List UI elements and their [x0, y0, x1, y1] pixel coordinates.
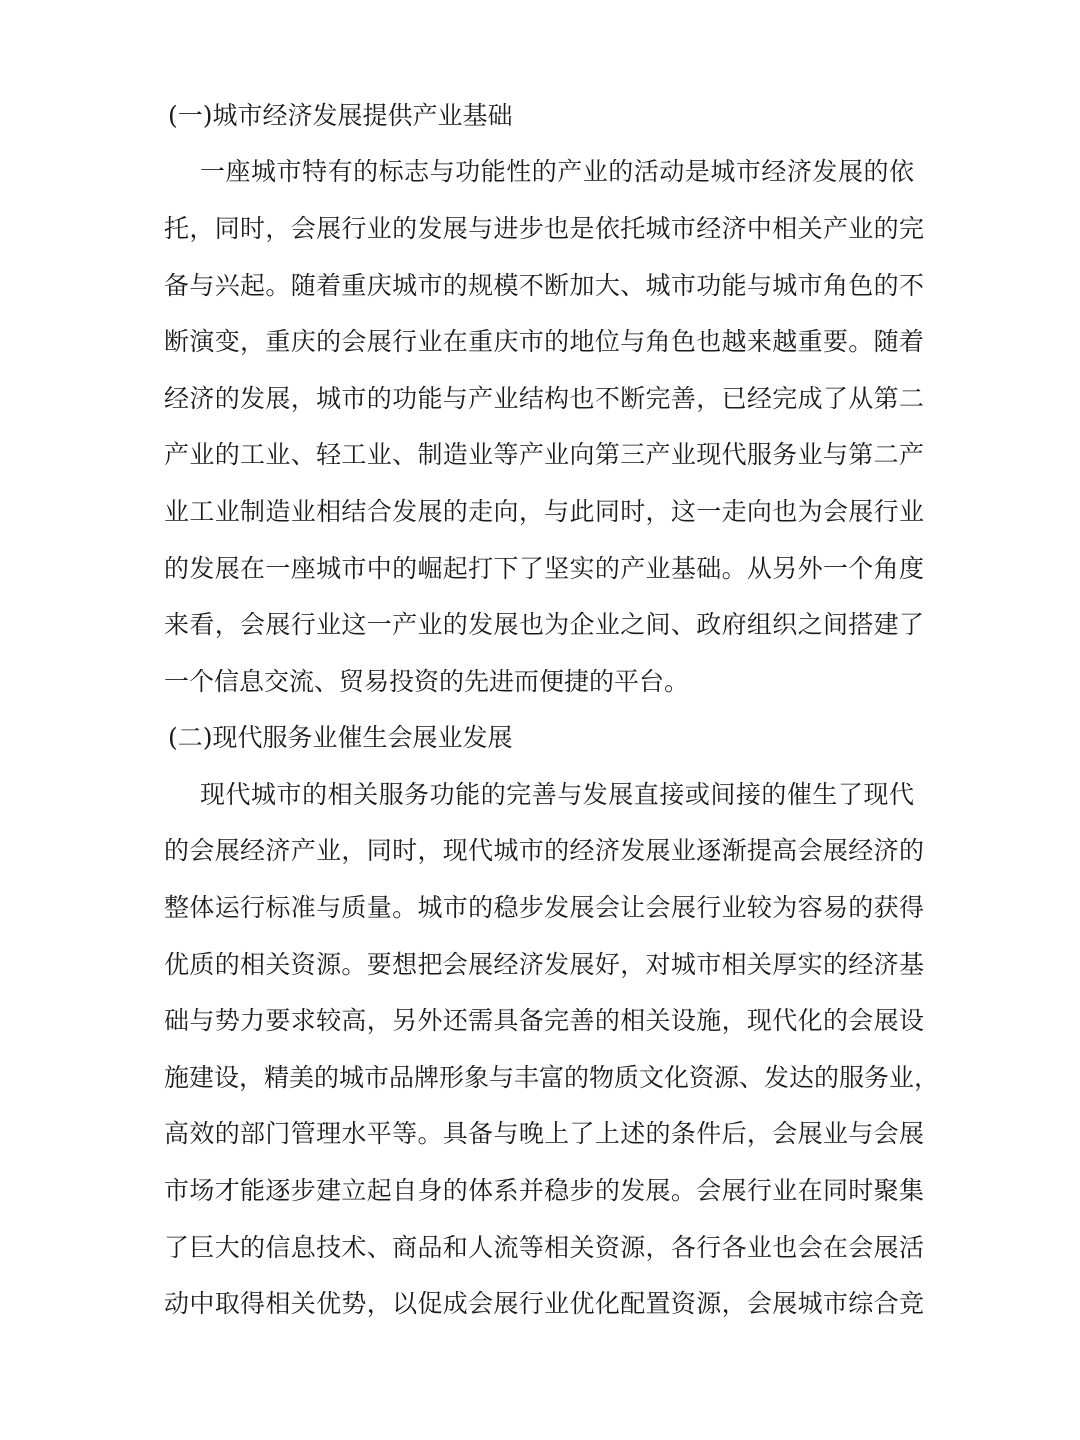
paragraph-line: 动中取得相关优势，以促成会展行业优化配置资源，会展城市综合竞 [164, 1289, 924, 1318]
paragraph-line: 托，同时，会展行业的发展与进步也是依托城市经济中相关产业的完 [164, 214, 924, 243]
paragraph-line: 高效的部门管理水平等。具备与晚上了上述的条件后，会展业与会展 [164, 1119, 924, 1148]
paragraph-line: 优质的相关资源。要想把会展经济发展好，对城市相关厚实的经济基 [164, 950, 924, 979]
paragraph-line: 备与兴起。随着重庆城市的规模不断加大、城市功能与城市角色的不 [164, 271, 924, 300]
paragraph-line: 市场才能逐步建立起自身的体系并稳步的发展。会展行业在同时聚集 [164, 1176, 924, 1205]
paragraph-line: 的会展经济产业，同时，现代城市的经济发展业逐渐提高会展经济的 [164, 836, 924, 865]
paragraph-line: 了巨大的信息技术、商品和人流等相关资源，各行各业也会在会展活 [164, 1233, 924, 1262]
paragraph-line: 施建设，精美的城市品牌形象与丰富的物质文化资源、发达的服务业， [164, 1063, 940, 1092]
paragraph-line: 产业的工业、轻工业、制造业等产业向第三产业现代服务业与第二产 [164, 440, 924, 469]
paragraph-line: 来看，会展行业这一产业的发展也为企业之间、政府组织之间搭建了 [164, 610, 924, 639]
paragraph-line: 一座城市特有的标志与功能性的产业的活动是城市经济发展的依 [200, 157, 914, 186]
paragraph-line: 业工业制造业相结合发展的走向，与此同时，这一走向也为会展行业 [164, 497, 924, 526]
paragraph-line: 整体运行标准与质量。城市的稳步发展会让会展行业较为容易的获得 [164, 893, 924, 922]
paragraph-line: 断演变，重庆的会展行业在重庆市的地位与角色也越来越重要。随着 [164, 327, 924, 356]
paragraph-line: 现代城市的相关服务功能的完善与发展直接或间接的催生了现代 [200, 780, 914, 809]
paragraph-line: 一个信息交流、贸易投资的先进而便捷的平台。 [164, 667, 690, 696]
paragraph-line: 经济的发展，城市的功能与产业结构也不断完善，已经完成了从第二 [164, 384, 924, 413]
paragraph-line: 的发展在一座城市中的崛起打下了坚实的产业基础。从另外一个角度 [164, 554, 924, 583]
paragraph-line: 础与势力要求较高，另外还需具备完善的相关设施，现代化的会展设 [164, 1006, 924, 1035]
section-heading-1: (一)城市经济发展提供产业基础 [168, 101, 513, 130]
section-heading-2: (二)现代服务业催生会展业发展 [168, 723, 513, 752]
